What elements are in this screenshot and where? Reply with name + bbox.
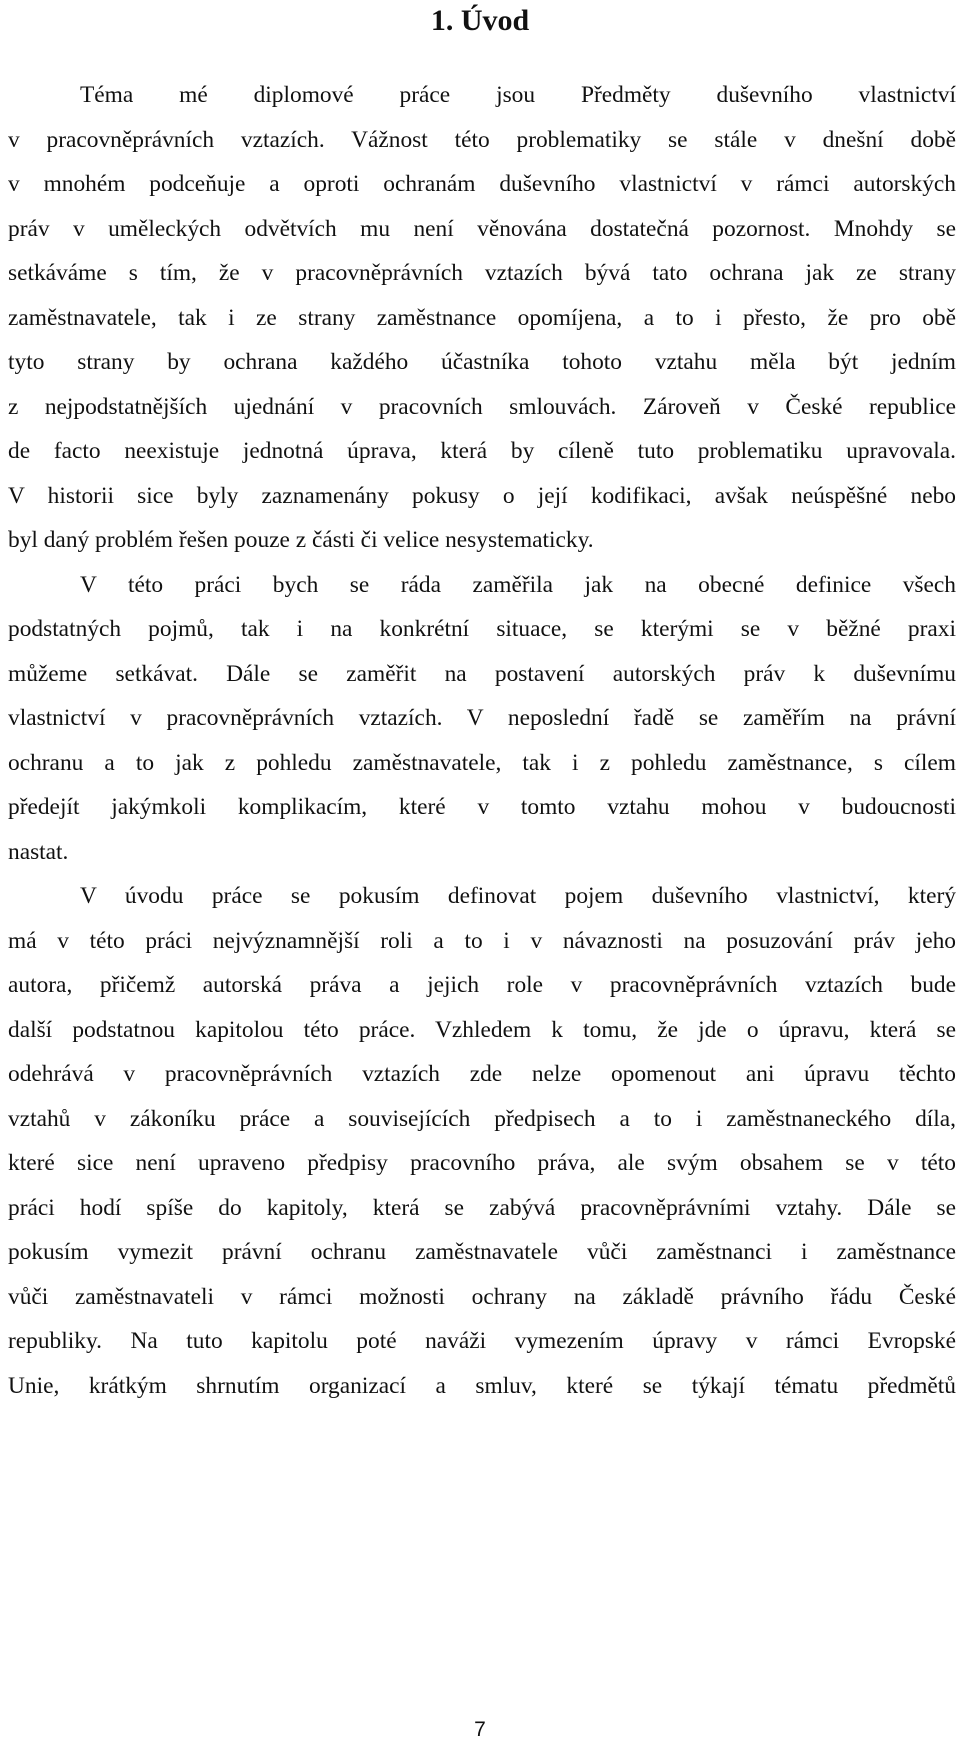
text-line: z nejpodstatnějších ujednání v pracovních smlouvách. Zároveň v České republice <box>8 393 956 420</box>
text-line: vztahů v zákoníku práce a souvisejících předpisech a to i zaměstnaneckého díla, <box>8 1105 956 1132</box>
text-line: V historii sice byly zaznamenány pokusy o její kodifikaci, avšak neúspěšné nebo <box>8 482 956 509</box>
text-line: zaměstnavatele, tak i ze strany zaměstnance opomíjena, a to i přesto, že pro obě <box>8 304 956 331</box>
text-line: vůči zaměstnavateli v rámci možnosti ochrany na základě právního řádu České <box>8 1283 956 1310</box>
text-line: můžeme setkávat. Dále se zaměřit na postavení autorských práv k duševnímu <box>8 660 956 687</box>
page-number: 7 <box>474 1718 486 1741</box>
text-line: v pracovněprávních vztazích. Vážnost této problematiky se stále v dnešní době <box>8 126 956 153</box>
text-line: práv v uměleckých odvětvích mu není věnována dostatečná pozornost. Mnohdy se <box>8 215 956 242</box>
text-line: které sice není upraveno předpisy pracovního práva, ale svým obsahem se v této <box>8 1150 956 1176</box>
body-text <box>8 73 956 1408</box>
text-line: v mnohém podceňuje a oproti ochranám duševního vlastnictví v rámci autorských <box>8 171 956 197</box>
text-line: V úvodu práce se pokusím definovat pojem duševního vlastnictví, který <box>80 883 956 909</box>
text-line: setkáváme s tím, že v pracovněprávních vztazích bývá tato ochrana jak ze strany <box>8 260 956 286</box>
text-line: autora, přičemž autorská práva a jejich role v pracovněprávních vztazích bude <box>8 972 956 998</box>
text-line: de facto neexistuje jednotná úprava, která by cíleně tuto problematiku upravovala. <box>8 438 956 464</box>
text-line: Téma mé diplomové práce jsou Předměty duševního vlastnictví <box>80 82 956 108</box>
text-line: další podstatnou kapitolou této práce. Vzhledem k tomu, že jde o úpravu, která se <box>8 1016 956 1043</box>
text-line: republiky. Na tuto kapitolu poté naváži vymezením úpravy v rámci Evropské <box>8 1328 956 1354</box>
text-line: pokusím vymezit právní ochranu zaměstnavatele vůči zaměstnanci i zaměstnance <box>8 1239 956 1265</box>
text-line: vlastnictví v pracovněprávních vztazích. V neposlední řadě se zaměřím na právní <box>8 705 956 731</box>
text-line: ochranu a to jak z pohledu zaměstnavatele, tak i z pohledu zaměstnance, s cílem <box>8 749 956 776</box>
text-line: má v této práci nejvýznamnější roli a to i v návaznosti na posuzování práv jeho <box>8 927 956 954</box>
text-line: nastat. <box>8 838 69 865</box>
text-line: podstatných pojmů, tak i na konkrétní situace, se kterými se v běžné praxi <box>8 616 956 642</box>
text-line: předejít jakýmkoli komplikacím, které v tomto vztahu mohou v budoucnosti <box>8 794 956 820</box>
text-line: byl daný problém řešen pouze z části či velice nesystematicky. <box>8 527 594 553</box>
text-line: Unie, krátkým shrnutím organizací a smluv, které se týkají tématu předmětů <box>8 1372 956 1399</box>
text-line: V této práci bych se ráda zaměřila jak na obecné definice všech <box>80 571 956 598</box>
text-line: tyto strany by ochrana každého účastníka tohoto vztahu měla být jedním <box>8 349 956 375</box>
chapter-heading: 1. Úvod <box>430 4 530 37</box>
text-line: práci hodí spíše do kapitoly, která se zabývá pracovněprávními vztahy. Dále se <box>8 1194 956 1221</box>
text-line: odehrává v pracovněprávních vztazích zde nelze opomenout ani úpravu těchto <box>8 1061 956 1087</box>
